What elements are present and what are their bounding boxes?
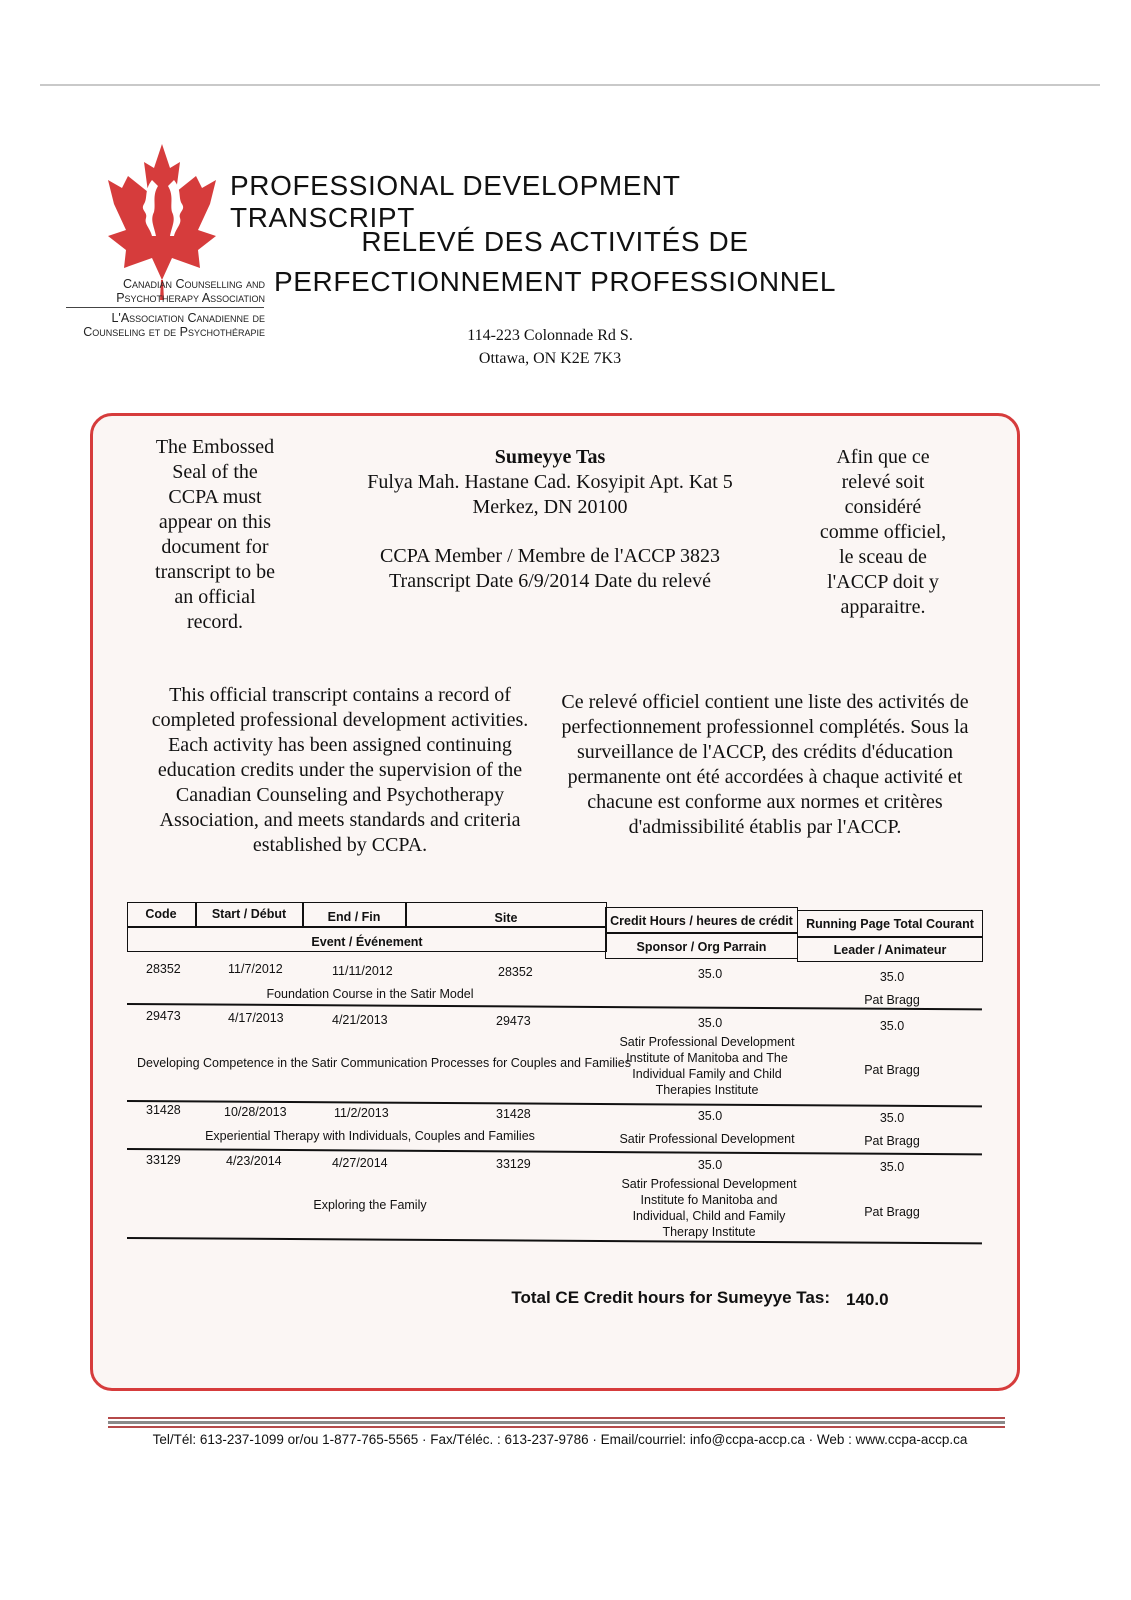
member-number: CCPA Member / Membre de l'ACCP 3823 <box>380 545 720 567</box>
association-name-en: Canadian Counselling and Psychotherapy Association <box>116 277 265 305</box>
row2-site: 29473 <box>496 1014 531 1028</box>
row3-leader: Pat Bragg <box>864 1134 920 1148</box>
row1-code: 28352 <box>146 962 181 976</box>
row3-start: 10/28/2013 <box>224 1105 287 1119</box>
total-credit-label: Total CE Credit hours for Sumeyye Tas: <box>511 1288 830 1307</box>
row3-sponsor: Satir Professional Development <box>619 1132 795 1146</box>
row3-credit: 35.0 <box>697 1109 723 1123</box>
row4-credit: 35.0 <box>697 1158 723 1172</box>
row4-code: 33129 <box>146 1153 181 1167</box>
row1-event: Foundation Course in the Satir Model <box>266 987 474 1001</box>
row1-start: 11/7/2012 <box>228 962 283 976</box>
header-end: End / Fin <box>327 910 381 924</box>
seal-notice-en: The Embossed Seal of the CCPA must appear on this document for transcript to be an official record. <box>155 436 275 633</box>
top-divider <box>40 84 1100 86</box>
row3-event: Experiential Therapy with Individuals, Couples and Families <box>205 1129 535 1143</box>
transcript-date: Transcript Date 6/9/2014 Date du relevé <box>389 570 711 592</box>
footer-rule-bottom <box>108 1426 1005 1428</box>
row2-start: 4/17/2013 <box>228 1011 284 1025</box>
header-sponsor: Sponsor / Org Parrain <box>636 940 767 954</box>
row1-running: 35.0 <box>879 970 905 984</box>
row3-end: 11/2/2013 <box>334 1106 389 1120</box>
header-code: Code <box>145 907 177 921</box>
row4-leader: Pat Bragg <box>864 1205 920 1219</box>
footer-contact: Tel/Tél: 613-237-1099 or/ou 1-877-765-5565 · Fax/Téléc. : 613-237-9786 · Email/courriel: info@ccpa-accp.ca · Web : www.ccpa-accp.ca <box>152 1432 968 1447</box>
row2-leader: Pat Bragg <box>864 1063 920 1077</box>
row3-running: 35.0 <box>879 1111 905 1125</box>
member-name: Sumeyye Tas <box>494 446 606 468</box>
organization-address: 114-223 Colonnade Rd S. Ottawa, ON K2E 7K3 <box>467 327 633 367</box>
total-credit-value: 140.0 <box>846 1290 889 1309</box>
row1-site: 28352 <box>498 965 533 979</box>
member-info <box>330 445 770 594</box>
footer-rule-middle <box>108 1421 1005 1424</box>
footer-rule-top <box>108 1417 1005 1419</box>
row4-site: 33129 <box>496 1157 531 1171</box>
row2-event: Developing Competence in the Satir Communication Processes for Couples and Families <box>137 1056 631 1070</box>
title-en: PROFESSIONAL DEVELOPMENT TRANSCRIPT <box>230 170 681 233</box>
row2-sponsor: Satir Professional Development Institute of Manitoba and The Individual Family and Child Therapies Institute <box>619 1035 795 1097</box>
association-divider <box>66 307 264 308</box>
row4-sponsor: Satir Professional Development Institute fo Manitoba and Individual, Child and Family Therapy Institute <box>621 1177 797 1239</box>
header-credit: Credit Hours / heures de crédit <box>610 914 793 928</box>
row3-site: 31428 <box>496 1107 531 1121</box>
row3-code: 31428 <box>146 1103 181 1117</box>
header-event: Event / Événement <box>311 935 423 949</box>
association-name-fr: L'Association Canadienne de Counseling et de Psychothérapie <box>83 311 265 339</box>
row1-credit: 35.0 <box>697 967 723 981</box>
row2-end: 4/21/2013 <box>332 1013 388 1027</box>
header-site: Site <box>494 911 518 925</box>
member-address-line2: Merkez, DN 20100 <box>472 496 628 518</box>
row2-code: 29473 <box>146 1009 181 1023</box>
statement-fr: Ce relevé officiel contient une liste des activités de perfectionnement professionnel complétés. Sous la surveillance de l'ACCP, des crédits d'éducation permanente ont été accordées à chaque activité et chacune est conforme aux normes et critères d'admissibilité établis par l'ACCP. <box>561 691 969 838</box>
row4-end: 4/27/2014 <box>332 1156 388 1170</box>
row2-running: 35.0 <box>879 1019 905 1033</box>
member-address-line1: Fulya Mah. Hastane Cad. Kosyipit Apt. Kat 5 <box>367 471 733 493</box>
title-fr: RELEVÉ DES ACTIVITÉS DE PERFECTIONNEMENT PROFESSIONNEL <box>273 226 836 297</box>
header-running: Running Page Total Courant <box>806 917 974 931</box>
header-start: Start / Début <box>211 907 287 921</box>
row4-start: 4/23/2014 <box>226 1154 282 1168</box>
row2-credit: 35.0 <box>697 1016 723 1030</box>
header-leader: Leader / Animateur <box>833 943 947 957</box>
seal-notice-fr: Afin que ce relevé soit considéré comme officiel, le sceau de l'ACCP doit y apparaitre. <box>819 446 947 618</box>
row1-leader: Pat Bragg <box>864 993 920 1007</box>
row4-running: 35.0 <box>879 1160 905 1174</box>
statement-en: This official transcript contains a record of completed professional development activities. Each activity has been assigned continuing education credits under the supervision of the Canadian Counseling and Psychotherapy Association, and meets standards and criteria established by CCPA. <box>151 684 529 856</box>
row4-event: Exploring the Family <box>313 1198 427 1212</box>
row1-end: 11/11/2012 <box>332 964 393 978</box>
